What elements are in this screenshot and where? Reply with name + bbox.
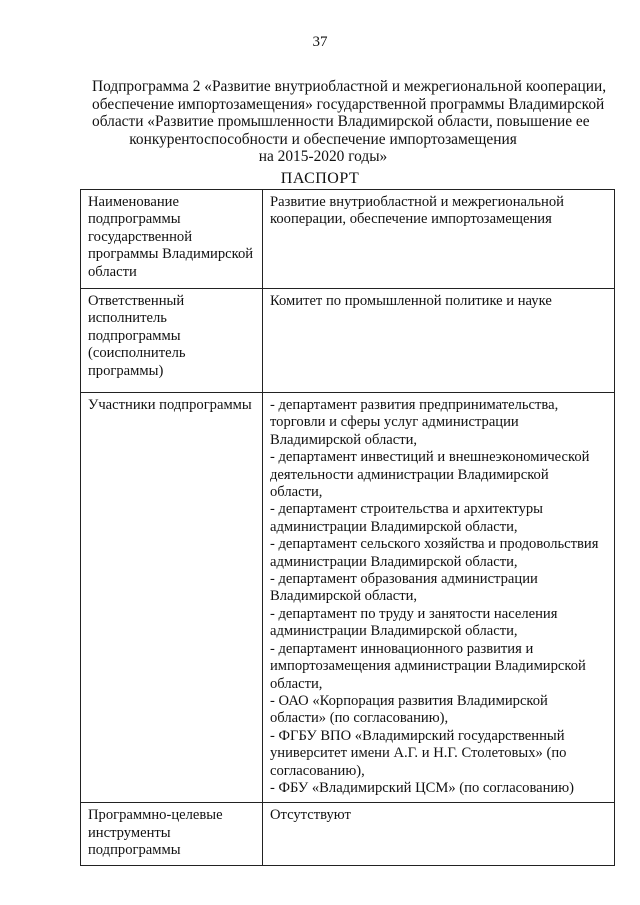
table-row bbox=[81, 393, 615, 803]
label-line: инструменты bbox=[88, 824, 171, 841]
value-line: - департамент инвестиций и внешнеэкономической bbox=[270, 449, 590, 466]
heading-line: области «Развитие промышленности Владимирской области, повышение ее bbox=[92, 113, 590, 131]
value-cell-subprogram-name bbox=[263, 190, 615, 289]
label-line: Ответственный bbox=[88, 293, 185, 309]
heading-line: конкурентоспособности и обеспечение импортозамещения bbox=[129, 130, 517, 148]
heading-line: на 2015-2020 годы» bbox=[258, 148, 388, 166]
subprogram-heading bbox=[92, 78, 607, 166]
label-line: Наименование bbox=[88, 194, 179, 210]
value-line: Отсутствуют bbox=[270, 807, 351, 824]
value-line: Владимирской области, bbox=[270, 588, 418, 605]
value-line: - департамент по труду и занятости населения bbox=[270, 605, 558, 622]
value-line: согласованию), bbox=[270, 762, 365, 779]
passport-title: ПАСПОРТ bbox=[280, 170, 360, 187]
label-cell-responsible bbox=[81, 289, 263, 393]
value-line: университет имени А.Г. и Н.Г. Столетовых» (по bbox=[270, 745, 567, 762]
label-line: подпрограммы bbox=[88, 842, 181, 859]
value-line: - департамент сельского хозяйства и продовольствия bbox=[270, 536, 599, 553]
label-line: Программно-целевые bbox=[88, 807, 223, 824]
value-line: - департамент инновационного развития и bbox=[270, 640, 534, 657]
value-line: администрации Владимирской области, bbox=[270, 518, 518, 535]
label-line: программы Владимирской bbox=[88, 246, 254, 263]
value-line: администрации Владимирской области, bbox=[270, 553, 518, 570]
value-cell-responsible bbox=[263, 289, 615, 393]
value-line: - ОАО «Корпорация развития Владимирской bbox=[270, 692, 548, 709]
value-line: импортозамещения администрации Владимирской bbox=[270, 658, 586, 675]
label-line: области bbox=[88, 263, 137, 280]
label-line: (соисполнитель bbox=[88, 345, 186, 362]
label-cell-subprogram-name bbox=[81, 190, 263, 289]
value-line: Комитет по промышленной политике и науке bbox=[270, 293, 552, 309]
table-row bbox=[81, 803, 615, 866]
table-row bbox=[81, 289, 615, 393]
page-number: 37 bbox=[312, 34, 328, 50]
value-line: области, bbox=[270, 484, 323, 501]
label-line: подпрограммы bbox=[88, 211, 181, 228]
label-line: исполнитель bbox=[88, 310, 167, 327]
value-line: области, bbox=[270, 675, 323, 692]
passport-table bbox=[80, 189, 615, 866]
value-line: - ФБУ «Владимирский ЦСМ» (по согласованию) bbox=[270, 779, 575, 796]
label-cell-program-tools bbox=[81, 803, 263, 866]
label-line: государственной bbox=[88, 228, 193, 245]
value-line: Владимирской области, bbox=[270, 431, 418, 448]
value-line: Развитие внутриобластной и межрегиональной bbox=[270, 194, 564, 210]
value-cell-program-tools bbox=[263, 803, 615, 866]
label-line: Участники подпрограммы bbox=[88, 397, 252, 413]
table-row bbox=[81, 190, 615, 289]
value-line: кооперации, обеспечение импортозамещения bbox=[270, 211, 552, 228]
label-cell-participants bbox=[81, 393, 263, 803]
value-line: - департамент развития предпринимательства, bbox=[270, 397, 559, 413]
value-line: - департамент образования администрации bbox=[270, 571, 538, 588]
value-line: - ФГБУ ВПО «Владимирский государственный bbox=[270, 727, 565, 744]
value-line: торговли и сферы услуг администрации bbox=[270, 414, 519, 431]
value-line: администрации Владимирской области, bbox=[270, 623, 518, 640]
value-cell-participants bbox=[263, 393, 615, 803]
heading-line: Подпрограмма 2 «Развитие внутриобластной и межрегиональной кооперации, bbox=[92, 78, 607, 95]
value-line: деятельности администрации Владимирской bbox=[270, 466, 549, 483]
value-line: области» (по согласованию), bbox=[270, 710, 449, 727]
label-line: подпрограммы bbox=[88, 327, 181, 344]
heading-line: обеспечение импортозамещения» государственной программы Владимирской bbox=[92, 95, 605, 113]
value-line: - департамент строительства и архитектуры bbox=[270, 501, 543, 518]
label-line: программы) bbox=[88, 362, 164, 379]
